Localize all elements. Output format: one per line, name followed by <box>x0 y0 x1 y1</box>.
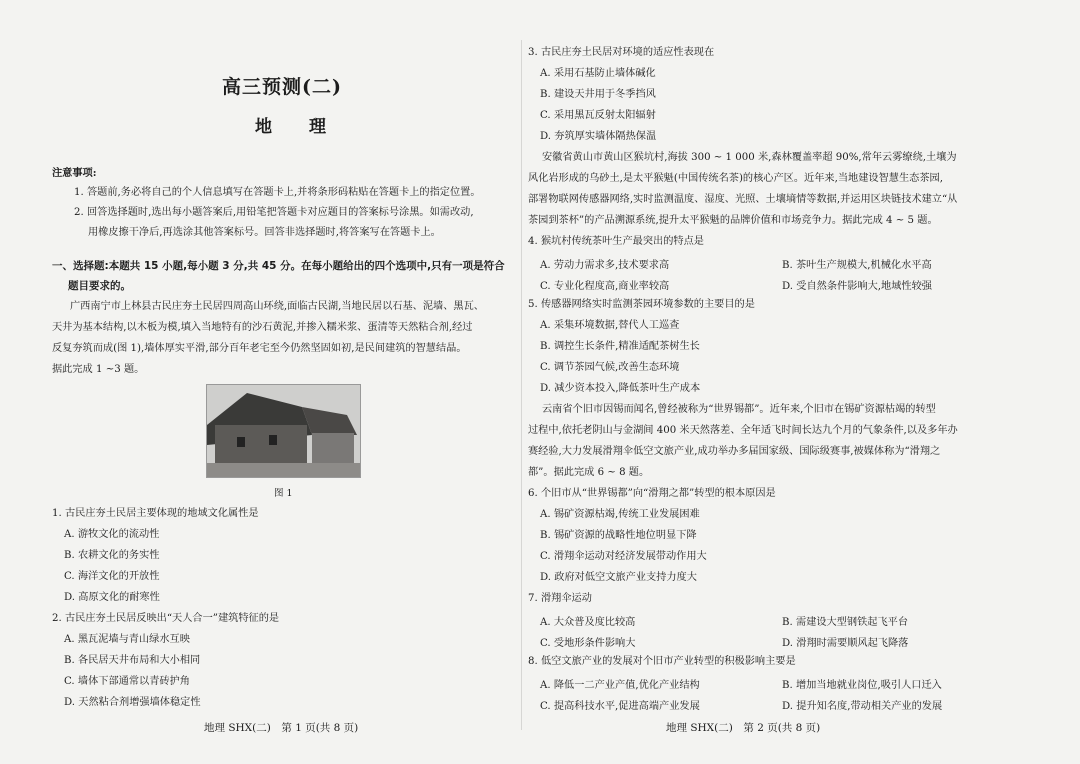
page-1-footer: 地理 SHX(二) 第 1 页(共 8 页) <box>204 722 359 734</box>
page-1 <box>52 0 514 764</box>
section-heading: 一、选择题:本题共 15 小题,每小题 3 分,共 45 分。在每小题给出的四个选项中,只有一项是符合 <box>52 260 505 272</box>
q2-option-a: A. 黑瓦泥墙与青山绿水互映 <box>64 634 190 645</box>
q7-option-a: A. 大众普及度比较高 <box>540 617 636 628</box>
notice-item-2-cont: 用橡皮擦干净后,再选涂其他答案标号。回答非选择题时,将答案写在答题卡上。 <box>88 227 441 238</box>
question-7: 7. 滑翔伞运动 <box>528 593 592 604</box>
exam-title: 高三预测(二) <box>222 76 342 98</box>
q3-option-c: C. 采用黑瓦反射太阳辐射 <box>540 110 656 121</box>
q8-option-a: A. 降低一二产业产值,优化产业结构 <box>540 680 700 691</box>
q6-option-a: A. 锡矿资源枯竭,传统工业发展困难 <box>540 509 700 520</box>
page-2 <box>528 0 976 764</box>
q8-option-c: C. 提高科技水平,促进高端产业发展 <box>540 701 700 712</box>
passage-3-line-4: 都”。据此完成 6 ~ 8 题。 <box>528 467 650 478</box>
q4-option-d: D. 受自然条件影响大,地域性较强 <box>782 281 932 292</box>
q2-option-b: B. 各民居天井布局和大小相同 <box>64 655 201 666</box>
house-photo-icon <box>207 385 360 477</box>
page-2-footer: 地理 SHX(二) 第 2 页(共 8 页) <box>666 722 821 734</box>
question-3: 3. 古民庄夯土民居对环境的适应性表现在 <box>528 47 715 58</box>
question-5: 5. 传感器网络实时监测茶园环境参数的主要目的是 <box>528 299 755 310</box>
q7-option-d: D. 滑翔时需要顺风起飞降落 <box>782 638 909 649</box>
intro-line-2: 天井为基本结构,以木板为模,填入当地特有的沙石黄泥,并掺入糯米浆、蛋清等天然粘合剂,经过 <box>52 322 473 333</box>
passage-2-line-1: 安徽省黄山市黄山区猴坑村,海拔 300 ~ 1 000 米,森林覆盖率超 90%,常年云雾缭绕,土壤为 <box>542 152 957 163</box>
q4-option-c: C. 专业化程度高,商业率较高 <box>540 281 670 292</box>
subject-title: 地 理 <box>255 117 336 137</box>
q8-option-b: B. 增加当地就业岗位,吸引人口迁入 <box>782 680 942 691</box>
q6-option-c: C. 滑翔伞运动对经济发展带动作用大 <box>540 551 707 562</box>
passage-2-line-2: 风化岩形成的乌砂土,是太平猴魁(中国传统名茶)的核心产区。近年来,当地建设智慧生态茶园, <box>528 173 943 184</box>
q5-option-c: C. 调节茶园气候,改善生态环境 <box>540 362 680 373</box>
q3-option-a: A. 采用石基防止墙体碱化 <box>540 68 656 79</box>
q5-option-d: D. 减少资本投入,降低茶叶生产成本 <box>540 383 701 394</box>
q1-option-b: B. 农耕文化的务实性 <box>64 550 160 561</box>
notice-title: 注意事项: <box>52 167 97 179</box>
question-6: 6. 个旧市从“世界锡都”向“滑翔之都”转型的根本原因是 <box>528 488 776 499</box>
q8-option-d: D. 提升知名度,带动相关产业的发展 <box>782 701 943 712</box>
q7-option-c: C. 受地形条件影响大 <box>540 638 636 649</box>
intro-line-1: 广西南宁市上林县古民庄夯土民居四周高山环绕,面临古民湖,当地民居以石基、泥墙、黑瓦、 <box>70 301 484 312</box>
passage-3-line-3: 赛经验,大力发展滑翔伞低空文旅产业,成功举办多届国家级、国际级赛事,被媒体称为“滑翔之 <box>528 446 941 457</box>
question-2: 2. 古民庄夯土民居反映出“天人合一”建筑特征的是 <box>52 613 280 624</box>
question-4: 4. 猴坑村传统茶叶生产最突出的特点是 <box>528 236 704 247</box>
page-divider <box>521 40 522 730</box>
intro-line-4: 据此完成 1 ~3 题。 <box>52 364 145 375</box>
intro-line-3: 反复夯筑而成(图 1),墙体厚实平滑,部分百年老宅至今仍然坚固如初,是民间建筑的智慧结晶。 <box>52 343 467 354</box>
section-heading-cont: 题目要求的。 <box>68 280 131 292</box>
q7-option-b: B. 需建设大型钢铁起飞平台 <box>782 617 909 628</box>
q3-option-d: D. 夯筑厚实墙体隔热保温 <box>540 131 657 142</box>
q5-option-b: B. 调控生长条件,精准适配茶树生长 <box>540 341 700 352</box>
passage-2-line-4: 茶园到茶杯”的产品溯源系统,提升太平猴魁的品牌价值和市场竞争力。据此完成 4 ~ 5 题。 <box>528 215 938 226</box>
q6-option-d: D. 政府对低空文旅产业支持力度大 <box>540 572 697 583</box>
q2-option-c: C. 墙体下部通常以青砖护角 <box>64 676 190 687</box>
passage-3-line-2: 过程中,依托老阴山与金湖间 400 米天然落差、全年适飞时间长达九个月的气象条件,以及多年办 <box>528 425 958 436</box>
q1-option-d: D. 高原文化的耐寒性 <box>64 592 160 603</box>
notice-item-2: 2. 回答选择题时,选出每小题答案后,用铅笔把答题卡对应题目的答案标号涂黑。如需改动, <box>74 207 474 218</box>
q4-option-a: A. 劳动力需求多,技术要求高 <box>540 260 670 271</box>
question-8: 8. 低空文旅产业的发展对个旧市产业转型的积极影响主要是 <box>528 656 796 667</box>
passage-3-line-1: 云南省个旧市因锡而闻名,曾经被称为“世界锡都”。近年来,个旧市在锡矿资源枯竭的转型 <box>542 404 936 415</box>
q6-option-b: B. 锡矿资源的战略性地位明显下降 <box>540 530 697 541</box>
q2-option-d: D. 天然粘合剂增强墙体稳定性 <box>64 697 201 708</box>
figure-1-photo <box>206 384 361 478</box>
q1-option-c: C. 海洋文化的开放性 <box>64 571 160 582</box>
question-1: 1. 古民庄夯土民居主要体现的地域文化属性是 <box>52 508 259 519</box>
q3-option-b: B. 建设天井用于冬季挡风 <box>540 89 656 100</box>
figure-caption: 图 1 <box>274 488 293 499</box>
notice-item-1: 1. 答题前,务必将自己的个人信息填写在答题卡上,并将条形码粘贴在答题卡上的指定位置。 <box>74 187 481 198</box>
q4-option-b: B. 茶叶生产规模大,机械化水平高 <box>782 260 932 271</box>
q1-option-a: A. 游牧文化的流动性 <box>64 529 160 540</box>
q5-option-a: A. 采集环境数据,替代人工巡查 <box>540 320 680 331</box>
passage-2-line-3: 部署物联网传感器网络,实时监测温度、湿度、光照、土壤墒情等数据,并运用区块链技术建立“从 <box>528 194 958 205</box>
